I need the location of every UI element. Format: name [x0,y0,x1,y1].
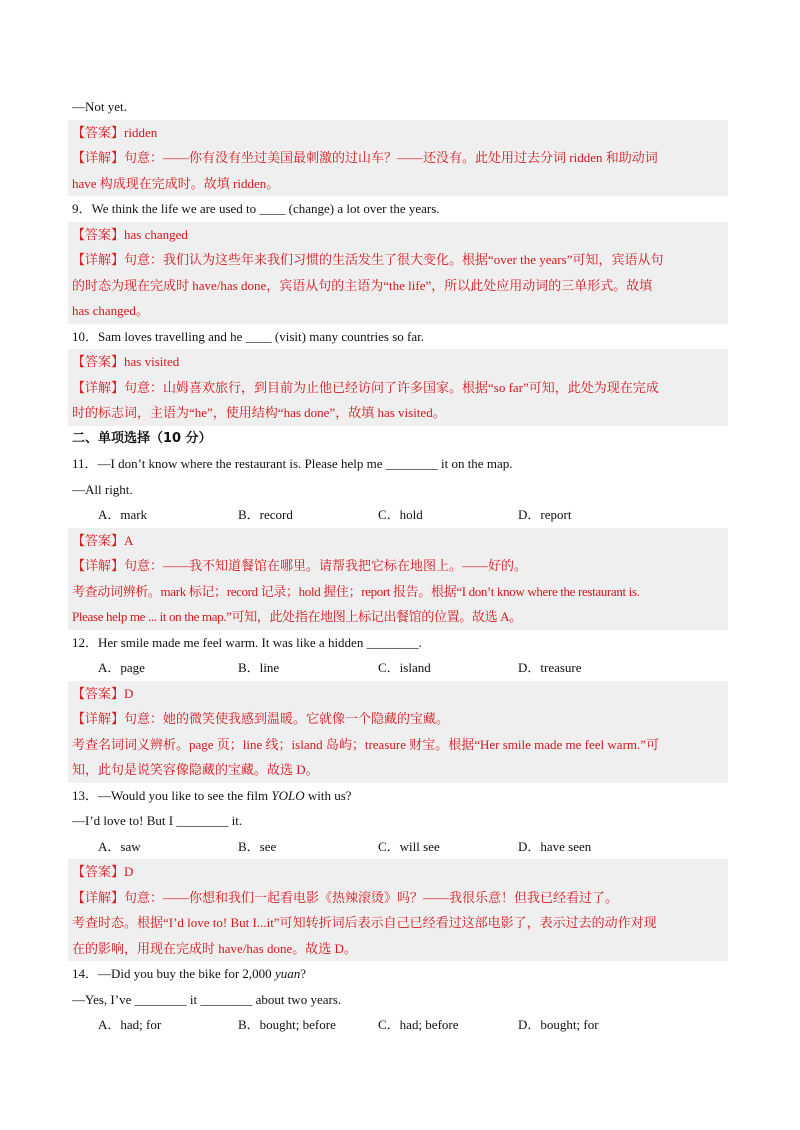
option-a: A．mark [98,507,148,522]
question-line: 9．We think the life we are used to ____ (change) a lot over the years. [72,201,440,216]
answer-options [72,655,728,681]
answer-line: 【详解】句意：——你想和我们一起看电影《热辣滚烫》吗？——我很乐意！但我已经看过了。 [68,885,728,911]
option-d: D．treasure [518,660,582,675]
answer-line: 考查名词词义辨析。page 页；line 线；island 岛屿；treasure 财宝。根据“Her smile made me feel warm.”可 [68,732,728,758]
option-b: B．record [238,507,293,522]
exam-content [72,94,728,1038]
option-c: C．hold [378,507,423,522]
option-b: B．see [238,838,277,854]
answer-line: 【答案】has visited [68,349,728,375]
answer-line: 【答案】A [68,528,728,554]
option-c: C．will see [378,838,440,854]
option-a: A．saw [98,838,141,854]
answer-line: 的时态为现在完成时 have/has done，宾语从句的主语为“the life”，所以此处应用动词的三单形式。故填 [68,273,728,299]
answer-options [72,834,728,860]
answer-line: 知，此句是说笑容像隐藏的宝藏。故选 D。 [68,757,728,783]
answer-line: 【答案】ridden [68,120,728,146]
answer-line: have 构成现在完成时。故填 ridden。 [68,171,728,197]
question-line: —Yes, I’ve ________ it ________ about two years. [72,991,342,1007]
answer-line: 【详解】句意：山姆喜欢旅行，到目前为止他已经访问了许多国家。根据“so far”可知，此处为现在完成 [68,375,728,401]
answer-line: 考查时态。根据“I’d love to! But I...it”可知转折词后表示自己已经看过这部电影了，表示过去的动作对现 [68,910,728,936]
answer-line: Please help me ... it on the map.”可知，此处指在地图上标记出餐馆的位置。故选 A。 [68,604,728,630]
section-heading: 二、单项选择（10 分） [72,430,212,446]
option-b: B．bought; before [238,1017,336,1032]
answer-line: 【详解】句意：——我不知道餐馆在哪里。请帮我把它标在地图上。——好的。 [68,553,728,579]
answer-line: 在的影响，用现在完成时 have/has done。故选 D。 [68,936,728,962]
answer-line: 【详解】句意：她的微笑使我感到温暖。它就像一个隐藏的宝藏。 [68,706,728,732]
answer-line: 【详解】句意：我们认为这些年来我们习惯的生活发生了很大变化。根据“over the years”可知，宾语从句 [68,247,728,273]
question-line: 11．—I don’t know where the restaurant is. Please help me ________ it on the map. [72,456,513,471]
answer-options [72,1012,728,1038]
question-line: 10．Sam loves travelling and he ____ (visit) many countries so far. [72,328,425,344]
option-a: A．had; for [98,1017,162,1032]
option-b: B．line [238,660,280,675]
answer-line: 考查动词辨析。mark 标记；record 记录；hold 握住；report 报告。根据“I don’t know where the restaurant is. [68,579,728,605]
question-line: —All right. [72,481,133,497]
option-a: A．page [98,660,145,675]
option-c: C．had; before [378,1017,459,1032]
answer-line: 【答案】D [68,859,728,885]
answer-line: 【答案】D [68,681,728,707]
option-c: C．island [378,660,431,675]
question-line: —I’d love to! But I ________ it. [72,813,243,828]
question-line: 12．Her smile made me feel warm. It was like a hidden ________. [72,634,422,650]
question-line: —Not yet. [72,99,127,114]
option-d: D．bought; for [518,1017,599,1032]
answer-options [72,502,728,528]
answer-line: 【答案】has changed [68,222,728,248]
option-d: D．have seen [518,838,592,854]
answer-line: has changed。 [68,298,728,324]
question-line: 13．—Would you like to see the film YOLO with us? [72,787,352,803]
question-line: 14．—Did you buy the bike for 2,000 yuan? [72,966,306,981]
answer-line: 【详解】句意：——你有没有坐过美国最刺激的过山车？——还没有。此处用过去分词 ridden 和助动词 [68,145,728,171]
option-d: D．report [518,507,572,522]
answer-line: 时的标志词，主语为“he”，使用结构“has done”，故填 has visited。 [68,400,728,426]
